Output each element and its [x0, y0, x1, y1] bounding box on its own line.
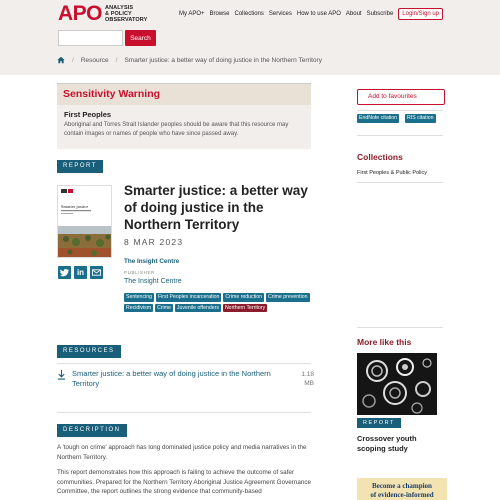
- sensitivity-warning: [57, 83, 311, 149]
- search-button[interactable]: Search: [125, 30, 156, 46]
- tag-region[interactable]: Northern Territory: [224, 304, 266, 311]
- report-author[interactable]: The Insight Centre: [124, 258, 180, 265]
- breadcrumb: [57, 56, 322, 64]
- warning-subtitle: First Peoples: [64, 110, 112, 119]
- resource-size: 1.18 MB: [301, 371, 314, 387]
- collection-link[interactable]: First Peoples & Public Policy: [357, 170, 427, 176]
- breadcrumb-separator: /: [115, 56, 118, 64]
- logo-subtitle: ANALYSIS & POLICY OBSERVATORY: [105, 5, 148, 23]
- related-report-image[interactable]: [357, 353, 437, 415]
- tag[interactable]: Sentencing: [126, 294, 152, 300]
- tag[interactable]: Juvenile offenders: [176, 304, 219, 311]
- nav-browse[interactable]: Browse: [209, 11, 230, 17]
- endnote-citation-button[interactable]: EndNote citation: [359, 115, 398, 121]
- tag[interactable]: Recidivism: [126, 304, 152, 311]
- description-label: DESCRIPTION: [57, 424, 127, 437]
- twitter-icon[interactable]: [58, 266, 71, 279]
- tag[interactable]: First Peoples incarceration: [157, 294, 220, 300]
- share-buttons: [58, 266, 103, 279]
- thumbnail-image: [58, 186, 112, 258]
- login-button[interactable]: Login/Sign up: [398, 8, 443, 20]
- report-title: Smarter justice: a better way of doing justice in the Northern Territory: [124, 183, 308, 232]
- main-nav: [174, 8, 443, 20]
- warning-title: Sensitivity Warning: [57, 84, 311, 105]
- tag[interactable]: Crime prevention: [268, 294, 308, 300]
- divider: [357, 135, 443, 136]
- divider: [357, 182, 443, 183]
- nav-services[interactable]: Services: [268, 11, 292, 17]
- description-paragraph: This report demonstrates how this approach is failing to achieve the outcome of safer communities. Prepared for the Northern Territory Aboriginal Justice Agreement Governance Committee, the report outlines the strong evidence that community-based: [57, 469, 311, 495]
- topic-tags: [124, 293, 314, 312]
- nav-about[interactable]: About: [345, 11, 362, 17]
- tag[interactable]: Crime reduction: [225, 294, 263, 300]
- report-thumbnail[interactable]: [57, 185, 112, 258]
- logo-mark: APO: [58, 2, 103, 25]
- related-type-label: REPORT: [357, 418, 401, 428]
- breadcrumb-current: Smarter justice: a better way of doing justice in the Northern Territory: [124, 56, 322, 64]
- resources-label: RESOURCES: [57, 345, 121, 358]
- promo-line: of evidence-informed: [370, 490, 434, 499]
- promo-line: Become a champion: [372, 482, 432, 490]
- linkedin-icon[interactable]: in: [74, 266, 87, 279]
- warning-text: Aboriginal and Torres Strait Islander peoples should be aware that this resource may contain images or names of people who have since passed away.: [64, 122, 289, 137]
- breadcrumb-resource[interactable]: Resource: [80, 56, 109, 64]
- search-input[interactable]: [58, 30, 123, 46]
- promo-banner[interactable]: [357, 478, 447, 500]
- resource-link[interactable]: Smarter justice: a better way of doing justice in the Northern Territory: [72, 369, 271, 388]
- nav-collections[interactable]: Collections: [234, 11, 264, 17]
- breadcrumb-separator: /: [72, 56, 74, 64]
- divider: [357, 327, 443, 328]
- ris-citation-button[interactable]: RIS citation: [407, 115, 434, 121]
- report-date: 8 MAR 2023: [124, 237, 184, 247]
- home-icon[interactable]: [57, 56, 65, 64]
- more-like-this-heading: More like this: [357, 337, 412, 347]
- collections-heading: Collections: [357, 152, 403, 162]
- add-to-favourites-button[interactable]: Add to favourites: [357, 89, 445, 105]
- related-report-title[interactable]: Crossover youth scoping study: [357, 434, 417, 453]
- report-type-label: REPORT: [57, 160, 103, 173]
- tag[interactable]: Crime: [157, 304, 171, 311]
- description-paragraph: A 'tough on crime' approach has long dominated justice policy and media narratives in the Northern Territory.: [57, 444, 307, 461]
- nav-how-to-use[interactable]: How to use APO: [296, 11, 341, 17]
- publisher-label: PUBLISHER: [124, 270, 155, 275]
- divider: [57, 412, 311, 413]
- publisher-name[interactable]: The Insight Centre: [124, 278, 182, 285]
- nav-my-apo[interactable]: My APO+: [178, 11, 205, 17]
- nav-subscribe[interactable]: Subscribe: [366, 11, 394, 17]
- thumbnail-title: Smarter justice: [61, 204, 89, 209]
- apo-logo[interactable]: [58, 4, 147, 24]
- divider: [357, 110, 443, 111]
- divider: [57, 363, 311, 364]
- email-icon[interactable]: [90, 266, 103, 279]
- download-icon[interactable]: [57, 370, 66, 380]
- related-image-art: [357, 353, 437, 415]
